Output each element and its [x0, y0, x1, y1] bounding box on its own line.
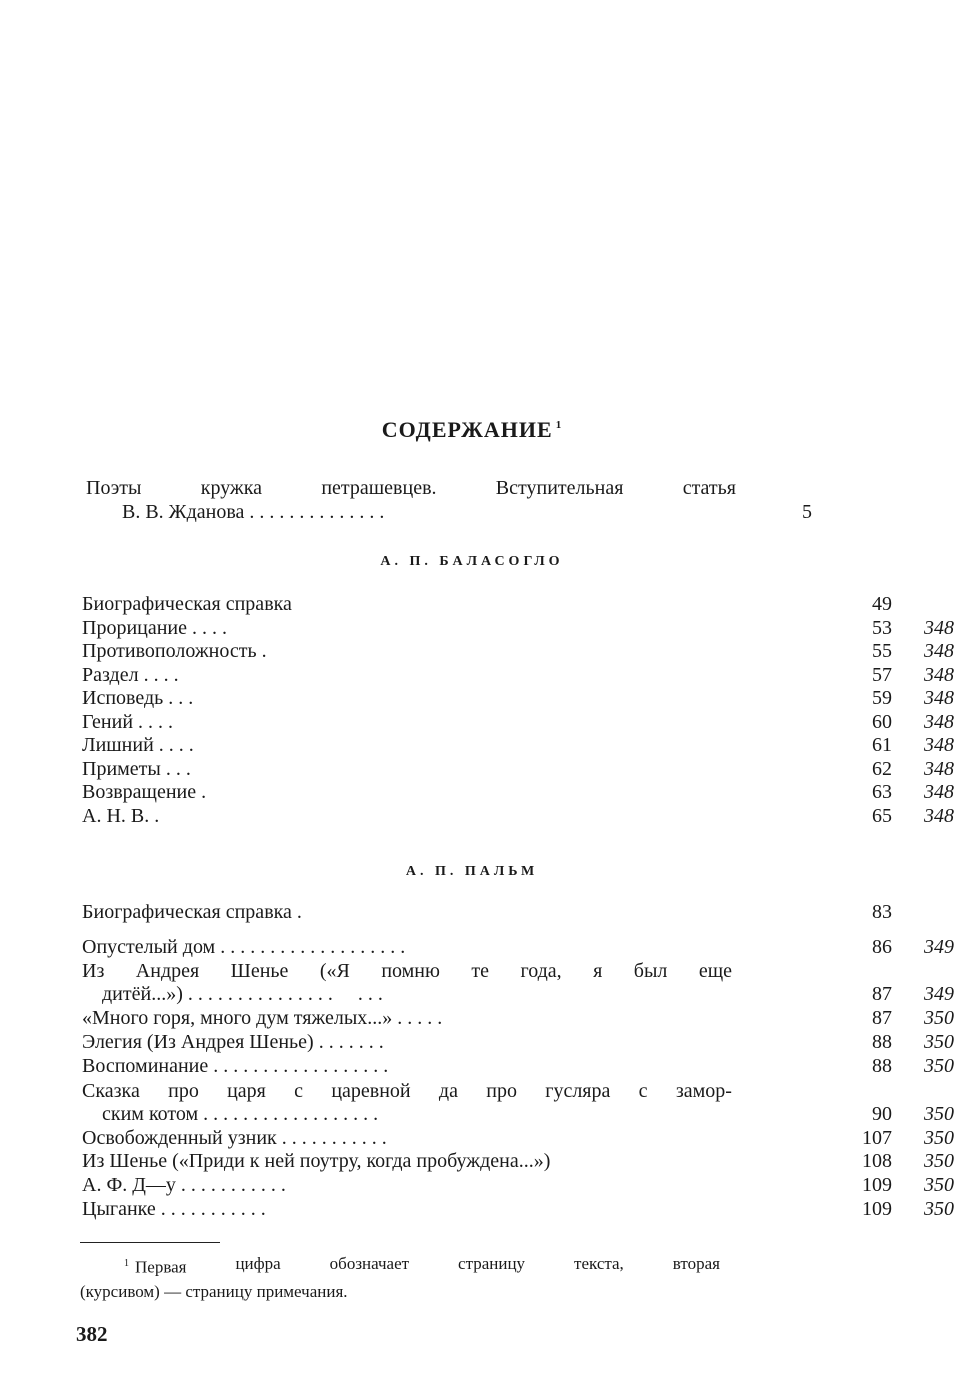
toc-entry: [82, 900, 944, 924]
entry-note-page: 348: [924, 640, 954, 662]
entry-title: Биографическая справка .: [82, 901, 302, 923]
entry-page: 86: [872, 936, 892, 958]
entry-title: [82, 959, 732, 983]
entry-title: «Много горя, много дум тяжелых...» . . . . .: [82, 1007, 443, 1029]
entry-note-page: 349: [924, 936, 954, 958]
footnote-word: вторая: [672, 1254, 720, 1273]
entry-word: года,: [520, 960, 562, 982]
entry-word: с: [638, 1080, 648, 1102]
entry-note-page: 350: [924, 1103, 954, 1125]
toc-entry: [82, 1126, 954, 1150]
entry-word: Из: [82, 960, 105, 982]
section-heading: А. П. ПАЛЬМ: [405, 864, 539, 879]
toc-entry: [82, 1149, 954, 1173]
entry-word: («Я: [319, 960, 350, 982]
entry-word: гусляра: [545, 1080, 611, 1102]
toc-entry: [82, 592, 944, 616]
entry-word: те: [471, 960, 490, 982]
intro-word: Поэты: [86, 477, 142, 499]
entry-page: 87: [872, 983, 892, 1005]
entry-note-page: 350: [924, 1150, 954, 1172]
entry-note-page: 349: [924, 983, 954, 1005]
entry-title: А. Ф. Д—у . . . . . . . . . . .: [82, 1174, 286, 1196]
entry-title: ским котом . . . . . . . . . . . . . . . . . .: [82, 1103, 379, 1125]
entry-note-page: 350: [924, 1174, 954, 1196]
entry-page: 90: [872, 1103, 892, 1125]
footnote-word: Первая: [135, 1257, 187, 1277]
toc-entry: [82, 663, 954, 687]
entry-title: Приметы . . .: [82, 757, 191, 780]
entry-title: [82, 1079, 732, 1103]
toc-entry: [82, 733, 954, 757]
entry-word: Шенье: [230, 960, 289, 982]
intro-line-1: [86, 476, 736, 500]
entry-page: 88: [872, 1055, 892, 1077]
entry-page: 55: [872, 640, 892, 662]
entry-title: Раздел . . . .: [82, 663, 179, 686]
entry-note-page: 350: [924, 1031, 954, 1053]
intro-word: Вступительная: [495, 477, 624, 499]
entry-title: Воспоминание . . . . . . . . . . . . . . . . . .: [82, 1055, 389, 1077]
entry-page: 109: [862, 1174, 892, 1196]
footnote-line-1: [80, 1252, 720, 1280]
footnote-word: цифра: [235, 1254, 281, 1273]
footnote-line-2: (курсивом) — страницу примечания.: [80, 1281, 348, 1301]
toc-entry: [82, 935, 954, 959]
entry-word: царевной: [331, 1080, 411, 1102]
entry-title: Гений . . . .: [82, 710, 174, 733]
title-footnote-mark: 1: [555, 419, 563, 431]
entry-title: Возвращение .: [82, 781, 207, 803]
title-text: СОДЕРЖАНИЕ: [381, 417, 553, 442]
toc-entry: [82, 1006, 954, 1030]
intro-word: кружка: [200, 477, 263, 499]
entry-note-page: 348: [924, 710, 954, 733]
toc-entry-continued: [82, 1079, 944, 1103]
entry-word: про: [168, 1080, 199, 1102]
toc-entry: [82, 1197, 954, 1221]
entry-note-page: 348: [924, 687, 954, 709]
entry-note-page: 348: [924, 804, 954, 827]
page-number: 382: [76, 1322, 108, 1346]
toc-entry: [82, 616, 954, 640]
entry-title: Биографическая справка: [82, 593, 292, 615]
intro-entry: [86, 476, 736, 524]
entry-note-page: 348: [924, 663, 954, 686]
entry-note-page: 348: [924, 734, 954, 756]
toc-entry: [82, 1102, 954, 1126]
toc-entry: [82, 804, 954, 828]
entry-page: 107: [862, 1127, 892, 1149]
entry-title: Исповедь . . .: [82, 687, 194, 709]
entry-page: 108: [862, 1150, 892, 1172]
toc-entry: [82, 982, 954, 1006]
entry-word: Сказка: [82, 1080, 140, 1102]
section-heading: А. П. БАЛАСОГЛО: [380, 554, 564, 569]
toc-entry: [82, 710, 954, 734]
footnote-first-word: [124, 1252, 187, 1280]
entry-word: про: [486, 1080, 517, 1102]
intro-page-number: 5: [802, 501, 812, 523]
entry-page: 61: [872, 734, 892, 756]
entry-page: 49: [872, 593, 892, 615]
toc-entry-continued: [82, 959, 944, 983]
entry-title: дитёй...») . . . . . . . . . . . . . . . . . .: [82, 983, 383, 1005]
entry-title: Из Шенье («Приди к ней поутру, когда пробуждена...»): [82, 1150, 551, 1172]
entry-word: был: [633, 960, 668, 982]
entry-page: 87: [872, 1007, 892, 1029]
entry-title: Цыганке . . . . . . . . . . .: [82, 1198, 266, 1220]
entry-title: Освобожденный узник . . . . . . . . . . .: [82, 1127, 387, 1149]
entry-title: Прорицание . . . .: [82, 616, 228, 639]
toc-entry: [82, 1030, 954, 1054]
entry-note-page: 348: [924, 781, 954, 803]
entry-word: Андрея: [135, 960, 200, 982]
entry-page: 88: [872, 1031, 892, 1053]
toc-entry: [82, 1173, 954, 1197]
entry-note-page: 350: [924, 1198, 954, 1220]
entry-note-page: 350: [924, 1007, 954, 1029]
entry-page: 83: [872, 901, 892, 923]
entry-page: 60: [872, 710, 892, 733]
entry-title: Опустелый дом . . . . . . . . . . . . . . . . . . .: [82, 936, 406, 958]
entry-word: царя: [227, 1080, 266, 1102]
toc-entry: [82, 780, 954, 804]
toc-entry: [82, 639, 954, 663]
entry-note-page: 348: [924, 757, 954, 780]
toc-entry: [82, 686, 954, 710]
entry-title: Элегия (Из Андрея Шенье) . . . . . . .: [82, 1031, 384, 1053]
entry-page: 63: [872, 781, 892, 803]
intro-word: петрашевцев.: [321, 477, 437, 499]
footnote-mark: 1: [124, 1258, 129, 1269]
entry-note-page: 348: [924, 616, 954, 639]
footnote-rule: [80, 1242, 220, 1243]
intro-line-2: В. В. Жданова . . . . . . . . . . . . . .: [122, 501, 385, 523]
entry-page: 59: [872, 687, 892, 709]
entry-title: Лишний . . . .: [82, 734, 194, 756]
footnote: [80, 1252, 720, 1304]
footnote-word: текста,: [574, 1254, 624, 1273]
entry-note-page: 350: [924, 1055, 954, 1077]
entry-title: А. Н. В. .: [82, 804, 160, 827]
entry-word: я: [593, 960, 603, 982]
entry-page: 57: [872, 663, 892, 686]
intro-word: статья: [682, 477, 736, 499]
footnote-word: страницу: [458, 1254, 526, 1273]
entry-note-page: 350: [924, 1127, 954, 1149]
page-title: [0, 417, 944, 443]
entry-word: да: [438, 1080, 458, 1102]
entry-title: Противоположность .: [82, 640, 267, 662]
entry-word: еще: [698, 960, 732, 982]
entry-page: 53: [872, 616, 892, 639]
toc-entry: [82, 757, 954, 781]
entry-page: 62: [872, 757, 892, 780]
entry-word: помню: [381, 960, 440, 982]
entry-page: 109: [862, 1198, 892, 1220]
entry-word: с: [294, 1080, 304, 1102]
entry-page: 65: [872, 804, 892, 827]
entry-word: замор-: [675, 1080, 732, 1102]
toc-entry: [82, 1054, 954, 1078]
footnote-word: обозначает: [329, 1254, 410, 1273]
